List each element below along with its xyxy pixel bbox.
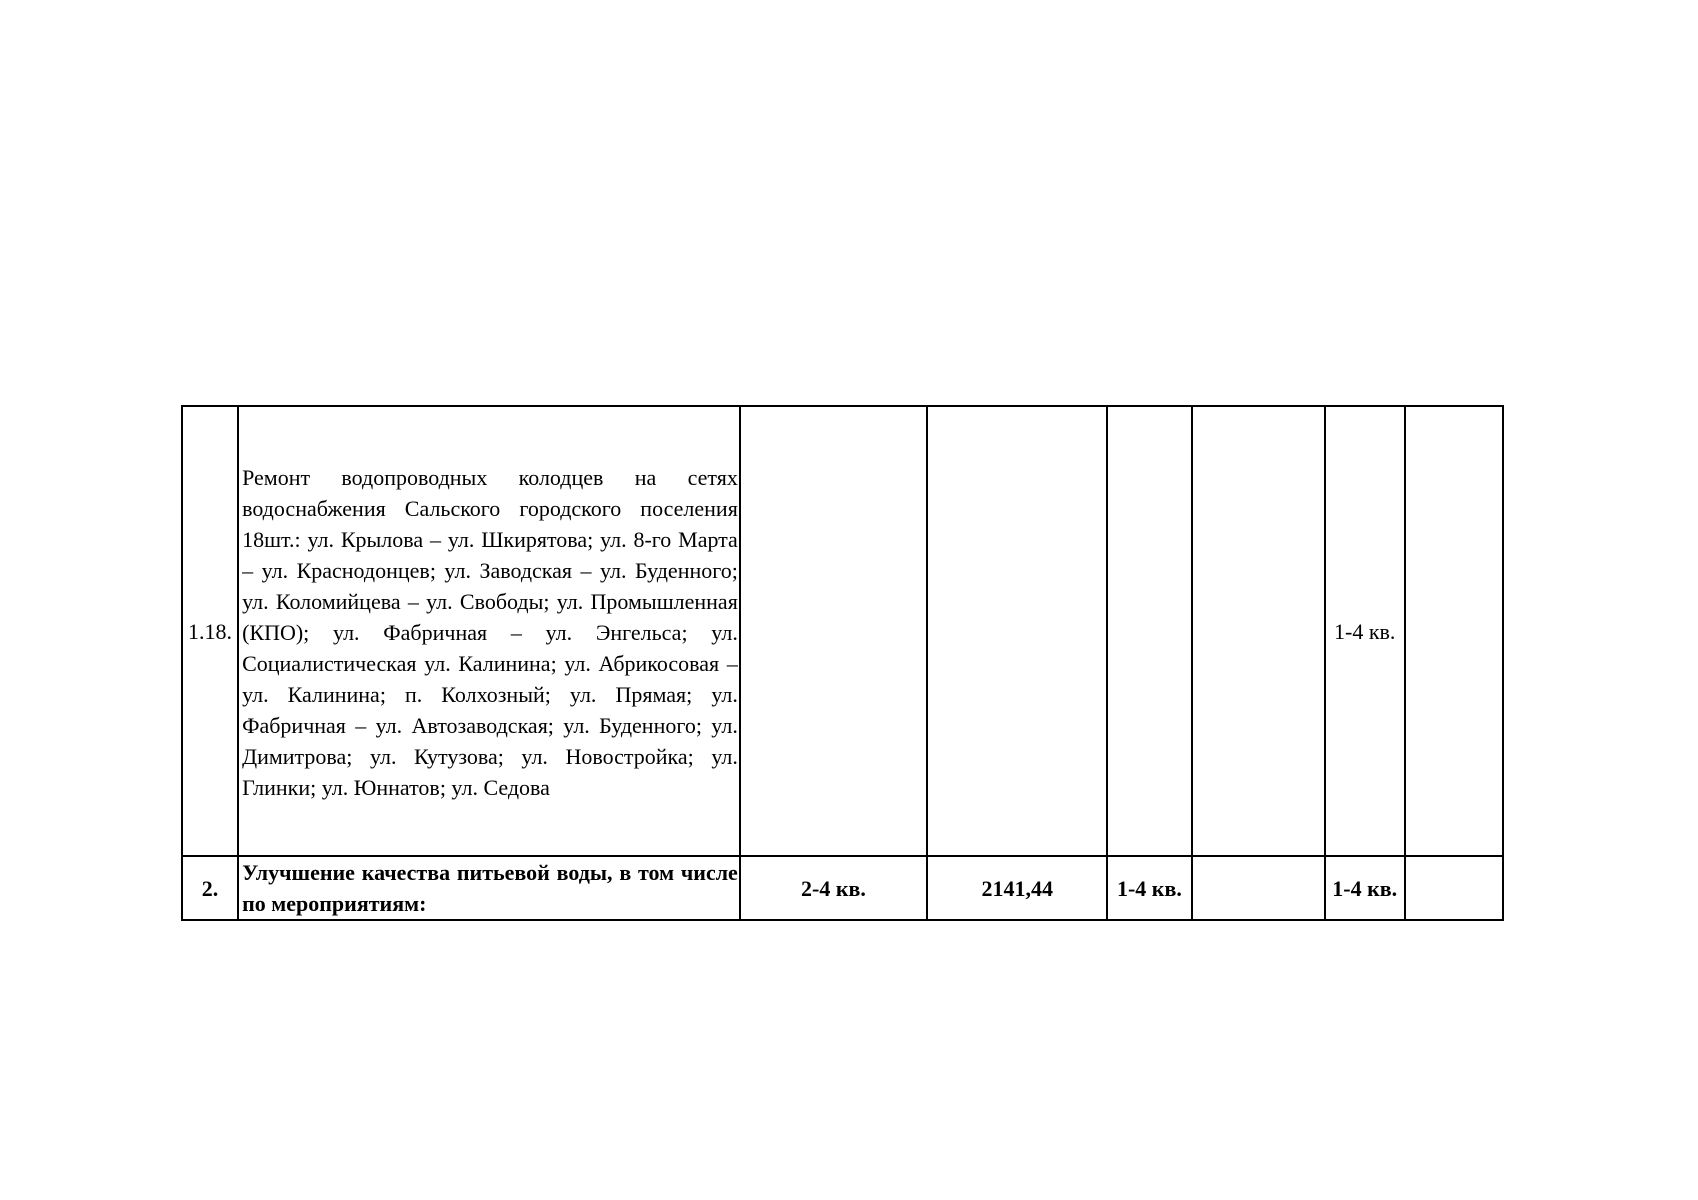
row-description: Ремонт водопроводных колодцев на сетях водоснабжения Сальского городского поселения 18шт.: ул. Крылова – ул. Шкирятова; ул. 8-го Марта – ул. Краснодонцев; ул. Заводская – ул. Буденного; ул. Коломийцева – ул. Свободы; ул. Промышленная (КПО); ул. Фабричная – ул. Энгельса; ул. Социалистическая ул. Калинина; ул. Абрикосовая – ул. Калинина; п. Колхозный; ул. Прямая; ул. Фабричная – ул. Автозаводская; ул. Буденного; ул. Димитрова; ул. Кутузова; ул. Новостройка; ул. Глинки; ул. Юннатов; ул. Седова bbox=[242, 464, 738, 800]
row-description: Улучшение качества питьевой воды, в том числе по мероприятиям: bbox=[242, 860, 738, 916]
column-e-cell: 1-4 кв. bbox=[1325, 406, 1405, 856]
description-cell bbox=[238, 856, 740, 920]
measures-table bbox=[181, 405, 1504, 921]
column-d-cell bbox=[1192, 406, 1325, 856]
column-b-cell bbox=[927, 406, 1107, 856]
row-number-cell bbox=[182, 406, 238, 856]
column-b-cell: 2141,44 bbox=[927, 856, 1107, 920]
column-a-cell bbox=[740, 406, 927, 856]
column-c-cell: 1-4 кв. bbox=[1107, 856, 1191, 920]
column-d-cell bbox=[1192, 856, 1325, 920]
row-number: 2. bbox=[201, 875, 219, 901]
column-c-cell bbox=[1107, 406, 1191, 856]
table-row bbox=[182, 406, 1503, 856]
row-number: 1.18. bbox=[188, 618, 233, 644]
column-e-cell: 1-4 кв. bbox=[1325, 856, 1405, 920]
column-f-cell bbox=[1405, 856, 1503, 920]
description-cell bbox=[238, 406, 740, 856]
column-a-cell: 2-4 кв. bbox=[740, 856, 927, 920]
column-f-cell bbox=[1405, 406, 1503, 856]
table-row bbox=[182, 856, 1503, 920]
row-number-cell bbox=[182, 856, 238, 920]
